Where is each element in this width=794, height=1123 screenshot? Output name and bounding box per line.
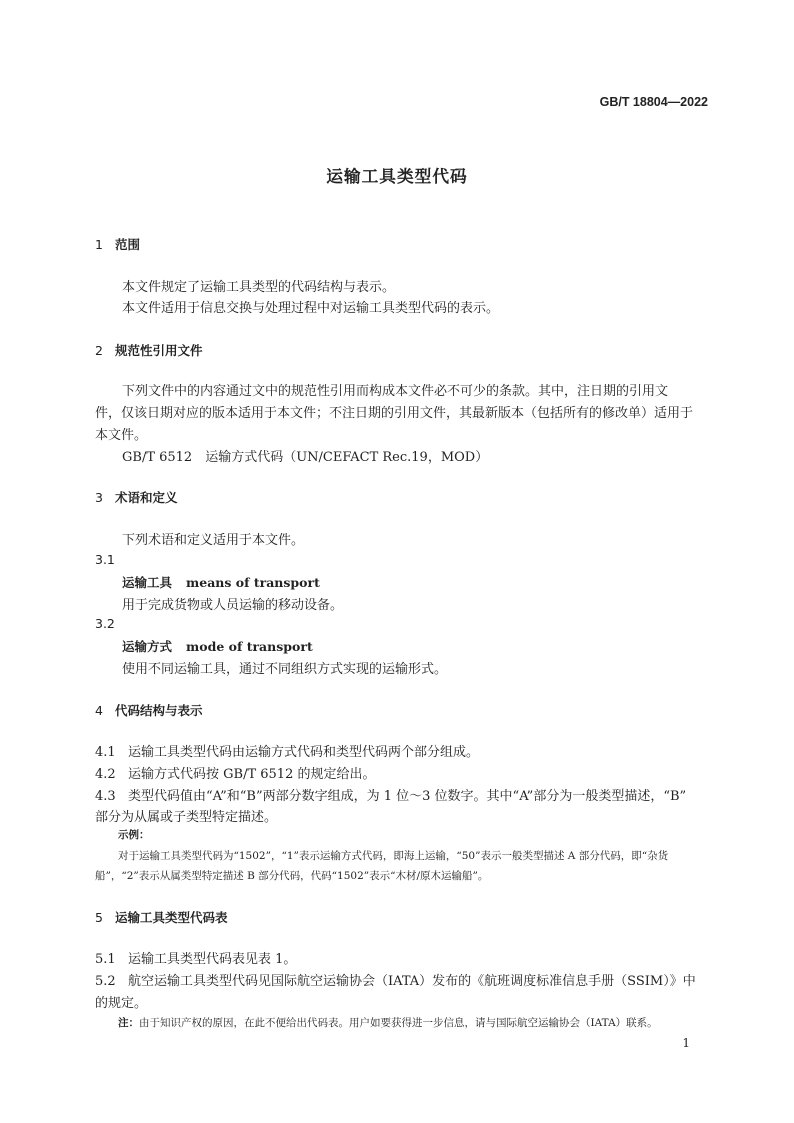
term-definition: 用于完成货物或人员运输的移动设备。 <box>122 598 344 613</box>
term-en: means of transport <box>186 575 320 590</box>
section-1-heading <box>95 235 140 253</box>
term-zh: 运输方式 <box>122 639 173 654</box>
clause-5-1 <box>95 948 296 967</box>
paragraph: 下列术语和定义适用于本文件。 <box>122 533 305 548</box>
clause-text: 航空运输工具类型代码见国际航空运输协会（IATA）发布的《航班调度标准信息手册（SSIM）》中 <box>128 974 696 989</box>
clause-text: 运输工具类型代码表见表 1。 <box>128 952 297 967</box>
clause-text: 运输工具类型代码由运输方式代码和类型代码两个部分组成。 <box>128 745 480 760</box>
section-title: 术语和定义 <box>115 490 178 505</box>
document-title: 运输工具类型代码 <box>326 167 468 186</box>
section-number: 2 <box>95 343 103 358</box>
note-label: 注： <box>118 1017 139 1029</box>
section-number: 3 <box>95 490 103 505</box>
term-en: mode of transport <box>186 639 313 654</box>
section-number: 1 <box>95 237 103 252</box>
term-number: 3.1 <box>95 552 115 567</box>
section-title: 运输工具类型代码表 <box>115 910 228 925</box>
clause-number: 5.2 <box>95 974 116 989</box>
paragraph-line: 下列文件中的内容通过文中的规范性引用而构成本文件必不可少的条款。其中，注日期的引用文 <box>122 384 669 399</box>
section-title: 代码结构与表示 <box>115 703 203 718</box>
clause-text: 类型代码值由“A”和“B”两部分数字组成，为 1 位～3 位数字。其中“A”部分为一般类型描述，“B” <box>128 789 687 804</box>
normative-reference: GB/T 6512 运输方式代码（UN/CEFACT Rec.19，MOD） <box>122 450 489 465</box>
paragraph: 本文件适用于信息交换与处理过程中对运输工具类型代码的表示。 <box>122 301 500 316</box>
clause-number: 5.1 <box>95 952 116 967</box>
section-title: 范围 <box>115 237 141 252</box>
term-entry <box>122 573 320 591</box>
section-number: 5 <box>95 910 103 925</box>
clause-text: 运输方式代码按 GB/T 6512 的规定给出。 <box>128 767 376 782</box>
page-number: 1 <box>682 1036 690 1050</box>
clause-4-3 <box>95 785 686 804</box>
term-definition: 使用不同运输工具，通过不同组织方式实现的运输形式。 <box>122 662 448 677</box>
section-number: 4 <box>95 703 103 718</box>
example-label: 示例： <box>118 829 150 841</box>
term-number: 3.2 <box>95 616 115 631</box>
paragraph: 本文件规定了运输工具类型的代码结构与表示。 <box>122 280 396 295</box>
example-text: 对于运输工具类型代码为“1502”，“1”表示运输方式代码，即海上运输，“50”表示一般类型描述 A 部分代码，即“杂货 <box>118 850 669 862</box>
section-4-heading <box>95 701 203 719</box>
clause-text-line: 的规定。 <box>95 996 148 1011</box>
section-title: 规范性引用文件 <box>115 343 203 358</box>
clause-4-1 <box>95 741 479 760</box>
paragraph-line: 件，仅该日期对应的版本适用于本文件；不注日期的引用文件，其最新版本（包括所有的修改单）适用于 <box>95 406 694 421</box>
section-5-heading <box>95 908 228 926</box>
clause-4-2 <box>95 763 375 782</box>
clause-number: 4.2 <box>95 767 116 782</box>
note <box>118 1015 658 1030</box>
section-2-heading <box>95 341 203 359</box>
standard-number: GB/T 18804—2022 <box>599 95 708 109</box>
clause-text-line: 部分为从属或子类型特定描述。 <box>95 810 278 825</box>
term-entry <box>122 637 313 655</box>
section-3-heading <box>95 488 178 506</box>
example-text: 船”，“2”表示从属类型特定描述 B 部分代码，代码“1502”表示“木材/原木运输船”。 <box>95 870 489 882</box>
clause-number: 4.3 <box>95 789 116 804</box>
paragraph-line: 本文件。 <box>95 428 148 443</box>
clause-5-2 <box>95 970 696 989</box>
term-zh: 运输工具 <box>122 575 173 590</box>
clause-number: 4.1 <box>95 745 116 760</box>
note-text: 由于知识产权的原因，在此不便给出代码表。用户如要获得进一步信息，请与国际航空运输协会（IATA）联系。 <box>139 1017 658 1029</box>
